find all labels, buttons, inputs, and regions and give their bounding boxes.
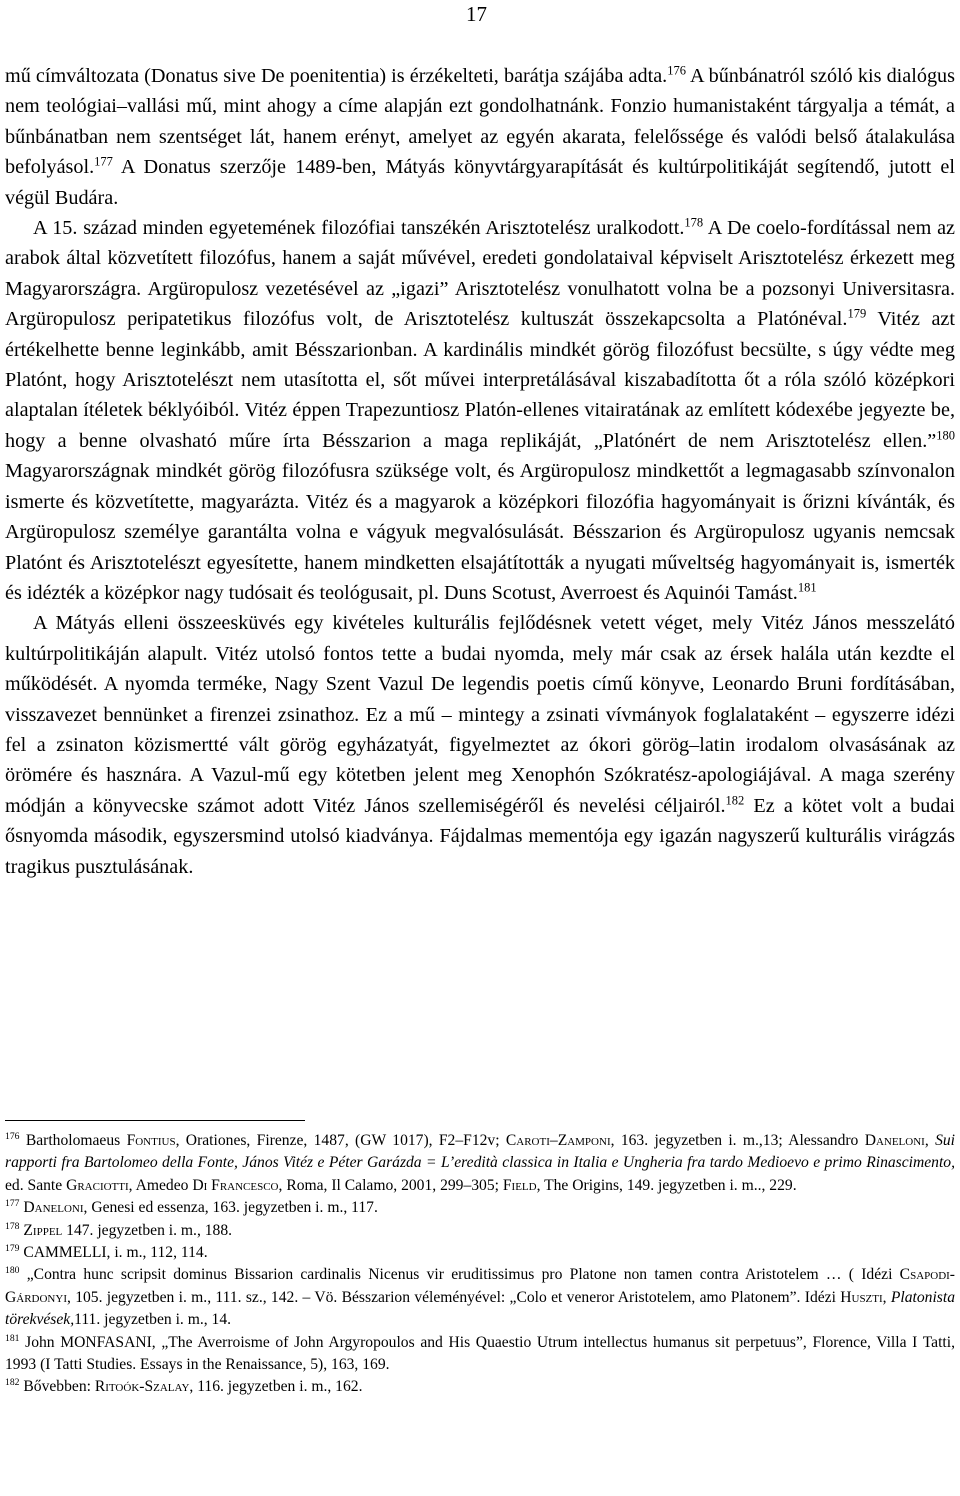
author-name: Caroti [505,1132,550,1149]
footnote-ref: 180 [936,428,955,443]
footnote-number: 178 [5,1220,20,1232]
author-name: Csapodi-Gárdonyi [5,1266,955,1306]
footnote-separator [5,1120,305,1121]
footnote-text: , 105. jegyzetben i. m., 111. sz., 142. – Vö. Bésszarion véleményével: „Colo et veneror Aristotelem, amo Platonem”. Idézi [66,1288,841,1306]
author-name: Field [502,1176,537,1194]
author-name: Di Francesco [192,1176,279,1194]
footnote-176 [5,1130,955,1197]
footnote-text: CAMMELLI, i. m., 112, 114. [19,1244,208,1262]
footnote-text: , Roma, Il Calamo, 2001, 299–305; [278,1176,503,1194]
work-title: Platonista törekvések, [5,1288,956,1329]
footnote-180 [5,1264,955,1331]
footnote-ref: 177 [94,154,113,169]
paragraph-text: A Mátyás elleni összeesküvés egy kivételes kulturális fejlődésnek vetett véget, mely Vitéz János messzelátó kultúrpolitikáján alapult. Vitéz utolsó fontos tette a budai nyomda, mely már csak az érsek halála után kezdte el működését. A nyomda terméke, Nagy Szent Vazul De legendis poetis című könyve, Leonardo Bruni fordításában, visszavezet bennünket a firenzei zsinathoz. Ez a mű – mintegy a zsinati vívmányok foglalataként – egyszerre idézi fel a zsinaton közismertté vált görög egyházatyát, figyelmeztet az ókori görög–latin irodalom olvasásának az örömére és hasznára. A Vazul-mű egy kötetben jelent meg Xenophón Szókratész-apologiájával. A maga szerény módján a könyvecske számot adott Vitéz János szellemiségéről és nevelési céljairól. [5,612,955,817]
paragraph-text: Vitéz azt értékelhette benne leginkább, amit Bésszarionban. A kardinális mindkét görög filozófust becsülte, s úgy védte meg Platónt, hogy Arisztotelészt nem utasította el, sőt művei interpretálásával kiszabadította őt a róla szóló középkori alaptalan ítéletek béklyóiból. Vitéz éppen Trapezuntiosz Platón-ellenes vitairatának az említett kódexébe jegyezte be, hogy a benne olvasható műre írta Bésszarion a maga replikáját, „Platónért de nem Arisztotelész ellen.” [5,308,955,452]
paragraph-2 [5,213,955,608]
author-name: Zippel [23,1221,63,1239]
author-name: Fontius [126,1132,176,1149]
footnote-ref: 181 [797,580,817,595]
author-name: Graciotti [66,1176,129,1194]
footnote-text: , [924,1132,936,1149]
footnote-number: 180 [5,1265,20,1277]
footnote-number: 182 [5,1377,20,1389]
author-name: Daneloni [23,1199,84,1217]
footnote-ref: 182 [725,793,745,807]
paragraph-text: A De coelo-fordítással nem az arabok által közvetített filozófus, hanem a saját művével, eredeti gondolataival képviselt Arisztotelész érkezett meg Magyarországra. Argüropulosz vezetésével az „igazi” Arisztotelész vonulhatott volna be a pozsonyi Universitasra. Argüropulosz peripatetikus filozófus volt, de Arisztotelész kultuszát összekapcsolta a Platónéval. [5,217,955,331]
paragraph-3 [5,608,955,882]
footnote-text: John MONFASANI, „The Averroisme of John Argyropoulos and His Quaestio Utrum intellectus humanus sit perpetuus”, Florence, Villa I Tatti, 1993 (I Tatti Studies. Essays in the Renaissance, 5), 163, 169. [5,1333,955,1374]
main-text [5,61,955,882]
paragraph-text: Ez a kötet volt a budai ősnyomda második, egyszersmind utolsó kiadványa. Fájdalmas mementója egy igazán nagyszerű kulturális virágzás tragikus pusztulásának. [5,794,955,878]
footnote-number: 177 [5,1198,20,1210]
footnote-181 [5,1332,955,1377]
footnote-text: 147. jegyzetben i. m., 188. [62,1221,233,1239]
footnote-178 [5,1220,955,1242]
footnote-ref: 179 [847,306,867,321]
paragraph-text: A bűnbánatról szóló kis dialógus nem teológiai–vallási mű, mint ahogy a címe alapján ezt gondolhatnánk. Fonzio humanistaként tárgyalja a témát, a bűnbánatban nem szentséget lát, hanem erényt, amelyet az egyén akarata, felelőssége és valódi belső átalakulása befolyásol. [5,65,955,179]
footnote-ref: 178 [684,215,704,230]
footnote-text: , 116. jegyzetben i. m., 162. [189,1378,363,1396]
footnote-text: , Orationes, Firenze, 1487, (GW 1017), F2–F12v; [175,1132,506,1149]
author-name: Daneloni [864,1132,925,1149]
paragraph-text: mű címváltozata (Donatus sive De poenitentia) is érzékelteti, barátja szájába adta. [5,65,668,87]
footnote-number: 176 [5,1131,20,1143]
footnotes [5,1130,955,1399]
paragraph-text: Magyarországnak mindkét görög filozófusra szüksége volt, és Argüropulosz mindkettőt a legmagasabb színvonalon ismerte és közvetítette, magyarázta. Vitéz és a magyarok a középkori filozófia hagyományait is őrizni kívánták, és Argüropulosz személye garantálta volna e vágyuk megvalósulását. Bésszarion és Argüropulosz ugyanis nemcsak Platónt és Arisztotelészt egyesítette, hanem mindketten elsajátították a nyugati műveltség hagyományait is, ismerték és idézték a középkor nagy tudósait és teológusait, pl. Duns Scotust, Averroest és Aquinói Tamást. [5,460,955,604]
footnote-182 [5,1376,955,1398]
footnote-text: Bartholomaeus [19,1132,127,1149]
footnote-177 [5,1197,955,1219]
footnote-text: – [549,1132,558,1149]
author-name: Huszti [840,1288,883,1306]
paragraph-text: A Donatus szerzője 1489-ben, Mátyás könyvtárgyarapítását és kultúrpolitikáját segítendő, jutott el végül Budára. [5,156,955,209]
footnote-text: , The Origins, 149. jegyzetben i. m.., 229. [536,1176,797,1194]
footnote-text: 111. jegyzetben i. m., 14. [74,1311,232,1329]
page-number: 17 [466,2,487,26]
paragraph-text: A 15. század minden egyetemének filozófiai tanszékén Arisztotelész uralkodott. [33,217,685,240]
footnote-179 [5,1242,955,1264]
footnote-text: , Genesi ed essenza, 163. jegyzetben i. m., 117. [83,1199,378,1217]
author-name: Zamponi [557,1132,611,1149]
author-name: Ritoók-Szalay [94,1378,190,1396]
footnote-text: ed. Sante [5,1176,67,1194]
footnote-text: , 163. jegyzetben i. m.,13; Alessandro [610,1132,865,1149]
work-title: Sui rapporti fra Bartolomeo della Fonte, János Vitéz e Péter Garázda = L’eredità classica in Italia e Ungheria fra tardo Medioevo e primo Rinascimento, [5,1132,955,1172]
footnote-text: , Amedeo [128,1176,193,1194]
footnote-text: „Contra hunc scripsit dominus Bissarion cardinalis Nicenus vir eruditissimus pro Platone non tamen contra Aristotelem … ( Idézi [19,1266,900,1284]
footnote-text: , [882,1288,891,1306]
paragraph-1 [5,61,955,213]
footnote-ref: 176 [667,63,686,78]
footnote-number: 181 [5,1332,20,1344]
footnote-number: 179 [5,1243,20,1255]
footnote-text: Bővebben: [19,1378,95,1396]
